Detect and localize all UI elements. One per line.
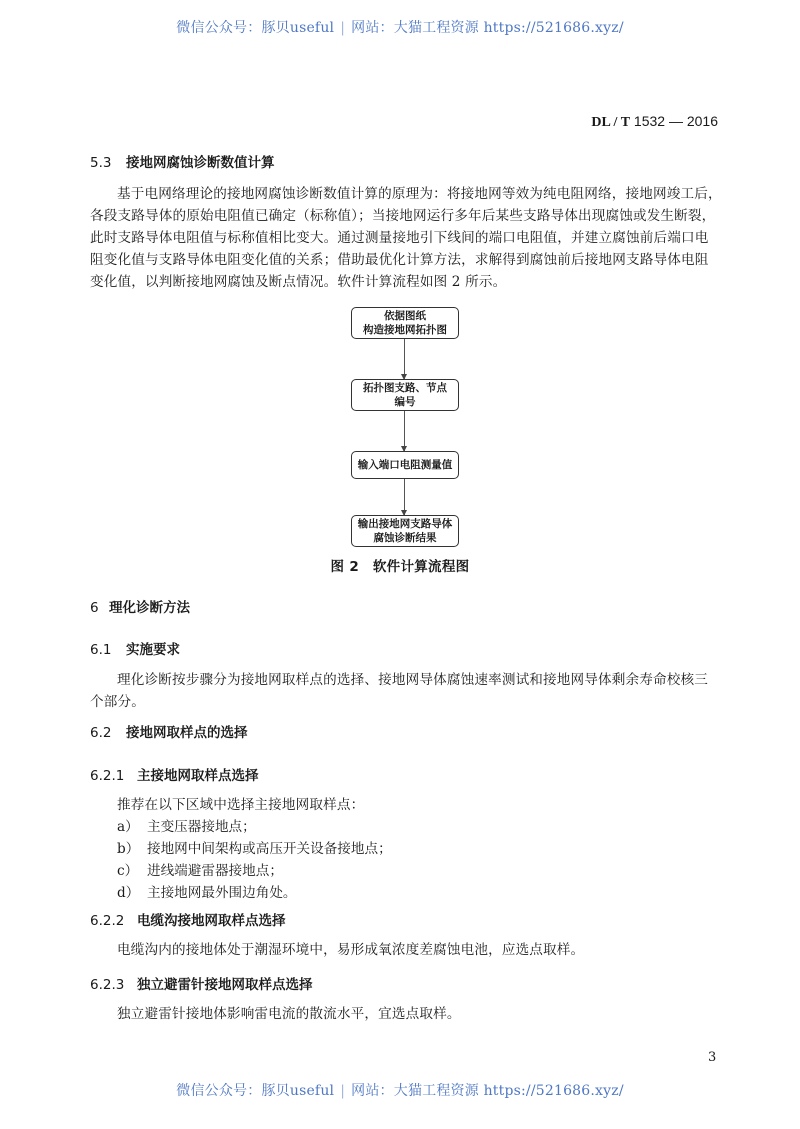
section-number: 6.2 (90, 725, 112, 741)
watermark-separator: | (340, 1083, 346, 1099)
list-marker: c） (117, 863, 139, 879)
list-text: 进线端避雷器接地点； (147, 863, 283, 879)
section-title: 接地网取样点的选择 (126, 725, 248, 741)
arrow-down-icon (404, 479, 405, 515)
section-heading-6-2 (90, 721, 248, 741)
section-title: 实施要求 (126, 642, 180, 658)
step-text: 拓扑图支路、节点 (363, 382, 447, 394)
section-title: 独立避雷针接地网取样点选择 (137, 977, 313, 993)
doc-number: 1532 — 2016 (633, 113, 718, 129)
step-text: 腐蚀诊断结果 (373, 532, 437, 544)
section-number: 5.3 (90, 155, 112, 171)
section-heading-6-2-3 (90, 973, 313, 993)
flowchart-step-3 (351, 451, 459, 479)
watermark-site-link[interactable]: 网站：大猫工程资源 https://521686.xyz/ (351, 20, 624, 36)
paragraph-line: 个部分。 (90, 694, 145, 710)
step-text: 输入端口电阻测量值 (357, 459, 453, 471)
list-item (117, 837, 392, 857)
section-heading-6-1 (90, 638, 180, 658)
list-text: 主变压器接地点； (147, 819, 256, 835)
document-number (591, 113, 718, 131)
page-number: 3 (708, 1050, 717, 1065)
list-text: 主接地网最外围边角处。 (147, 885, 297, 901)
section-number: 6.2.3 (90, 977, 125, 993)
list-item (117, 815, 256, 835)
paragraph-line: 理化诊断按步骤分为接地网取样点的选择、接地网导体腐蚀速率测试和接地网导体剩余寿命校核三 (117, 672, 708, 688)
section-heading-5-3 (90, 151, 275, 171)
section-heading-6 (90, 596, 190, 616)
paragraph-line: 此时支路导体电阻值与标称值相比变大。通过测量接地引下线间的端口电阻值，并建立腐蚀前后端口电 (90, 230, 709, 246)
step-text: 输出接地网支路导体 (357, 518, 453, 530)
list-text: 接地网中间架构或高压开关设备接地点； (147, 841, 392, 857)
step-text: 构造接地网拓扑图 (363, 324, 447, 336)
arrow-down-icon (404, 339, 405, 379)
figure-caption: 图 2 软件计算流程图 (330, 559, 470, 575)
bottom-watermark (0, 1080, 800, 1100)
section-title: 电缆沟接地网取样点选择 (137, 913, 286, 929)
step-text: 依据图纸 (384, 310, 426, 322)
arrow-down-icon (404, 411, 405, 451)
section-heading-6-2-1 (90, 764, 259, 784)
section-title: 理化诊断方法 (109, 600, 190, 616)
watermark-wechat: 微信公众号：豚贝useful (176, 20, 335, 36)
list-item (117, 859, 283, 879)
flowchart-step-2 (351, 379, 459, 411)
watermark-separator: | (340, 20, 346, 36)
flowchart-step-4 (351, 515, 459, 547)
doc-prefix: DL / T (591, 115, 631, 130)
watermark-site-link[interactable]: 网站：大猫工程资源 https://521686.xyz/ (351, 1083, 624, 1099)
paragraph-line: 变化值，以判断接地网腐蚀及断点情况。软件计算流程如图 2 所示。 (90, 274, 507, 290)
list-marker: d） (117, 885, 140, 901)
paragraph-line: 各段支路导体的原始电阻值已确定（标称值）；当接地网运行多年后某些支路导体出现腐蚀或发生断裂， (90, 208, 716, 224)
section-title: 主接地网取样点选择 (137, 768, 259, 784)
top-watermark (0, 17, 800, 37)
paragraph-line: 电缆沟内的接地体处于潮湿环境中，易形成氧浓度差腐蚀电池，应选点取样。 (117, 942, 585, 958)
section-title: 接地网腐蚀诊断数值计算 (126, 155, 275, 171)
section-number: 6.1 (90, 642, 112, 658)
list-marker: a） (117, 819, 139, 835)
section-number: 6 (90, 600, 99, 616)
section-number: 6.2.2 (90, 913, 125, 929)
paragraph-line: 基于电网络理论的接地网腐蚀诊断数值计算的原理为：将接地网等效为纯电阻网络，接地网竣工后， (117, 186, 722, 202)
section-number: 6.2.1 (90, 768, 125, 784)
list-item (117, 881, 297, 901)
paragraph-line: 独立避雷针接地体影响雷电流的散流水平，宜选点取样。 (117, 1006, 461, 1022)
step-text: 编号 (394, 396, 416, 408)
paragraph-line: 阻变化值与支路导体电阻变化值的关系；借助最优化计算方法，求解得到腐蚀前后接地网支路导体电阻 (90, 252, 709, 268)
watermark-wechat: 微信公众号：豚贝useful (176, 1083, 335, 1099)
list-marker: b） (117, 841, 140, 857)
flowchart-step-1 (351, 307, 459, 339)
section-heading-6-2-2 (90, 909, 286, 929)
list-intro: 推荐在以下区域中选择主接地网取样点： (117, 797, 365, 813)
